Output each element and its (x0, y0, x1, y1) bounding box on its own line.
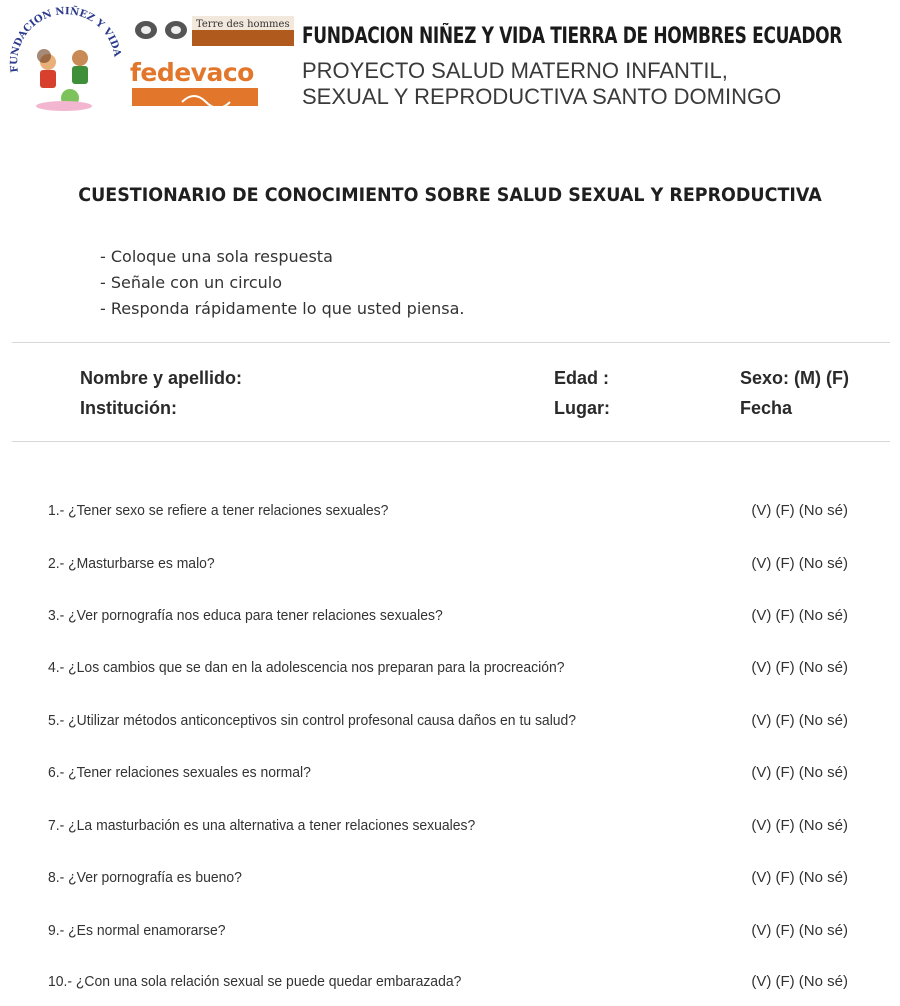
answer-options[interactable]: (V) (F) (No sé) (751, 607, 848, 624)
project-title-line-2: SEXUAL Y REPRODUCTIVA SANTO DOMINGO (302, 84, 782, 109)
place-field-label: Lugar: (554, 398, 610, 418)
question-row (48, 659, 858, 681)
question-row (48, 502, 858, 524)
question-text: 7.- ¿La masturbación es una alternativa a tener relaciones sexuales? (48, 817, 476, 834)
question-text: 5.- ¿Utilizar métodos anticonceptivos sin control profesonal causa daños en tu salud? (48, 712, 577, 729)
instruction-item: - Coloque una sola respuesta (100, 247, 333, 266)
question-text: 2.- ¿Masturbarse es malo? (48, 555, 215, 572)
answer-options[interactable]: (V) (F) (No sé) (751, 922, 848, 939)
institution-field-label: Institución: (80, 398, 177, 418)
question-row (48, 764, 858, 786)
question-row (48, 555, 858, 577)
answer-options[interactable]: (V) (F) (No sé) (751, 659, 848, 676)
question-row (48, 817, 858, 839)
instruction-item: - Responda rápidamente lo que usted piensa. (100, 299, 465, 318)
age-field-label: Edad : (554, 368, 610, 388)
question-row (48, 973, 858, 995)
question-text: 3.- ¿Ver pornografía nos educa para tener relaciones sexuales? (48, 607, 443, 624)
question-text: 8.- ¿Ver pornografía es bueno? (48, 869, 242, 886)
answer-options[interactable]: (V) (F) (No sé) (751, 502, 848, 519)
project-title-line-1: PROYECTO SALUD MATERNO INFANTIL, (302, 58, 728, 83)
question-text: 9.- ¿Es normal enamorarse? (48, 922, 226, 939)
answer-options[interactable]: (V) (F) (No sé) (751, 712, 848, 729)
answer-options[interactable]: (V) (F) (No sé) (751, 555, 848, 572)
sex-field-label: Sexo: (M) (F) (740, 368, 849, 388)
question-row (48, 869, 858, 891)
answer-options[interactable]: (V) (F) (No sé) (751, 869, 848, 886)
tdh-logo-text: Terre des hommes (196, 19, 290, 30)
question-text: 10.- ¿Con una sola relación sexual se puede quedar embarazada? (48, 973, 462, 990)
answer-options[interactable]: (V) (F) (No sé) (751, 817, 848, 834)
answer-options[interactable]: (V) (F) (No sé) (751, 973, 848, 990)
question-row (48, 922, 858, 944)
questionnaire-title: CUESTIONARIO DE CONOCIMIENTO SOBRE SALUD SEXUAL Y REPRODUCTIVA (78, 184, 822, 206)
fedevaco-text: fedevaco (130, 58, 254, 87)
question-row (48, 607, 858, 629)
instruction-item: - Señale con un circulo (100, 273, 282, 292)
date-field-label: Fecha (740, 398, 793, 418)
question-text: 6.- ¿Tener relaciones sexuales es normal? (48, 764, 311, 781)
question-text: 4.- ¿Los cambios que se dan en la adolescencia nos preparan para la procreación? (48, 659, 565, 676)
organization-title: FUNDACION NIÑEZ Y VIDA TIERRA DE HOMBRES ECUADOR (302, 24, 843, 49)
svg-text:FUNDACION NIÑEZ Y VIDA: FUNDACION NIÑEZ Y VIDA (9, 6, 123, 73)
question-text: 1.- ¿Tener sexo se refiere a tener relaciones sexuales? (48, 502, 389, 519)
question-row (48, 712, 858, 734)
answer-options[interactable]: (V) (F) (No sé) (751, 764, 848, 781)
name-field-label: Nombre y apellido: (80, 368, 243, 388)
